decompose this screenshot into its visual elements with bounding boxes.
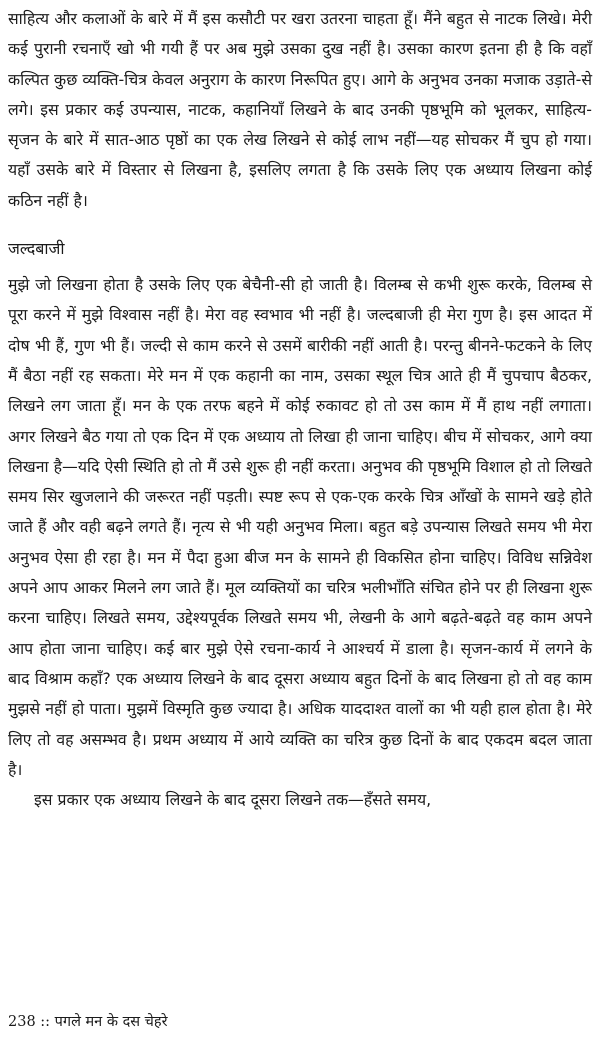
section-paragraph: मुझे जो लिखना होता है उसके लिए एक बेचैनी-सी हो जाती है। विलम्ब से कभी शुरू करके, विलम्ब से पूरा करने में मुझे विश्वास नहीं है। मेरा वह स्वभाव भी नहीं है। जल्दबाजी ही मेरा गुण है। इस आदत में दोष भी हैं, गुण भी हैं। जल्दी से काम करने से उसमें बारीकी नहीं आती है। परन्तु बीनने-फटकने के लिए मैं बैठा नहीं रह सकता। मेरे मन में एक कहानी का नाम, उसका स्थूल चित्र आते ही मैं चुपचाप बैठकर, लिखने लग जाता हूँ। मन के एक तरफ बहने में कोई रुकावट हो तो उस काम में मैं हाथ नहीं लगाता। अगर लिखने बैठ गया तो एक दिन में एक अध्याय तो लिखा ही जाना चाहिए। बीच में सोचकर, आगे क्या लिखना है—यदि ऐसी स्थिति हो तो मैं उसे शुरू ही नहीं करता। अनुभव की पृष्ठभूमि विशाल हो तो लिखते समय सिर खुजलाने की जरूरत नहीं पड़ती। स्पष्ट रूप से एक-एक करके चित्र आँखों के सामने खड़े होते जाते हैं और वही बढ़ने लगते हैं। नृत्य से भी यही अनुभव मिला। बहुत बड़े उपन्यास लिखते समय भी मेरा अनुभव ऐसा ही रहा है। मन में पैदा हुआ बीज मन के सामने ही विकसित होना चाहिए। विविध सन्निवेश अपने आप आकर मिलने लग जाते हैं। मूल व्यक्तियों का चरित्र भलीभाँति संचित होने पर ही लिखना शुरू करना चाहिए। लिखते समय, उद्देश्यपूर्वक लिखते समय भी, लेखनी के आगे बढ़ते-बढ़ते वह काम अपने आप होता जाना चाहिए। कई बार मुझे ऐसे रचना-कार्य ने आश्चर्य में डाला है। सृजन-कार्य में लगने के बाद विश्राम कहाँ? एक अध्याय लिखने के बाद दूसरा अध्याय बहुत दिनों के बाद लिखना हो तो वह काम मुझसे नहीं हो पाता। मुझमें विस्मृति कुछ ज्यादा है। अधिक याददाश्त वालों का भी यही हाल होता है। मेरे लिए तो वह असम्भव है। प्रथम अध्याय में आये व्यक्ति का चरित्र कुछ दिनों के बाद एकदम बदल जाता है। xyxy=(8,275,592,779)
section-heading: जल्दबाजी xyxy=(8,239,65,259)
page-footer: 238 :: पगले मन के दस चेहरे xyxy=(8,1014,168,1030)
intro-paragraph: साहित्य और कलाओं के बारे में मैं इस कसौटी पर खरा उतरना चाहता हूँ। मैंने बहुत से नाटक लिखे। मेरी कई पुरानी रचनाएँ खो भी गयी हैं पर अब मुझे उसका दुख नहीं है। उसका कारण इतना ही है कि वहाँ कल्पित कुछ व्यक्ति-चित्र केवल अनुराग के कारण निरूपित हुए। आगे के अनुभव उनका मजाक उड़ाते-से लगे। इस प्रकार कई उपन्यास, नाटक, कहानियाँ लिखने के बाद उनकी पृष्ठभूमि को भूलकर, साहित्य-सृजन के बारे में सात-आठ पृष्ठों का एक लेख लिखने से कोई लाभ नहीं—यह सोचकर मैं चुप हो गया। यहाँ उसके बारे में विस्तार से लिखना है, इसलिए लगता है कि उसके लिए एक अध्याय लिखना कोई कठिन नहीं है। xyxy=(8,9,592,210)
closing-paragraph: इस प्रकार एक अध्याय लिखने के बाद दूसरा लिखने तक—हँसते समय, xyxy=(34,790,432,810)
book-page xyxy=(8,4,592,815)
